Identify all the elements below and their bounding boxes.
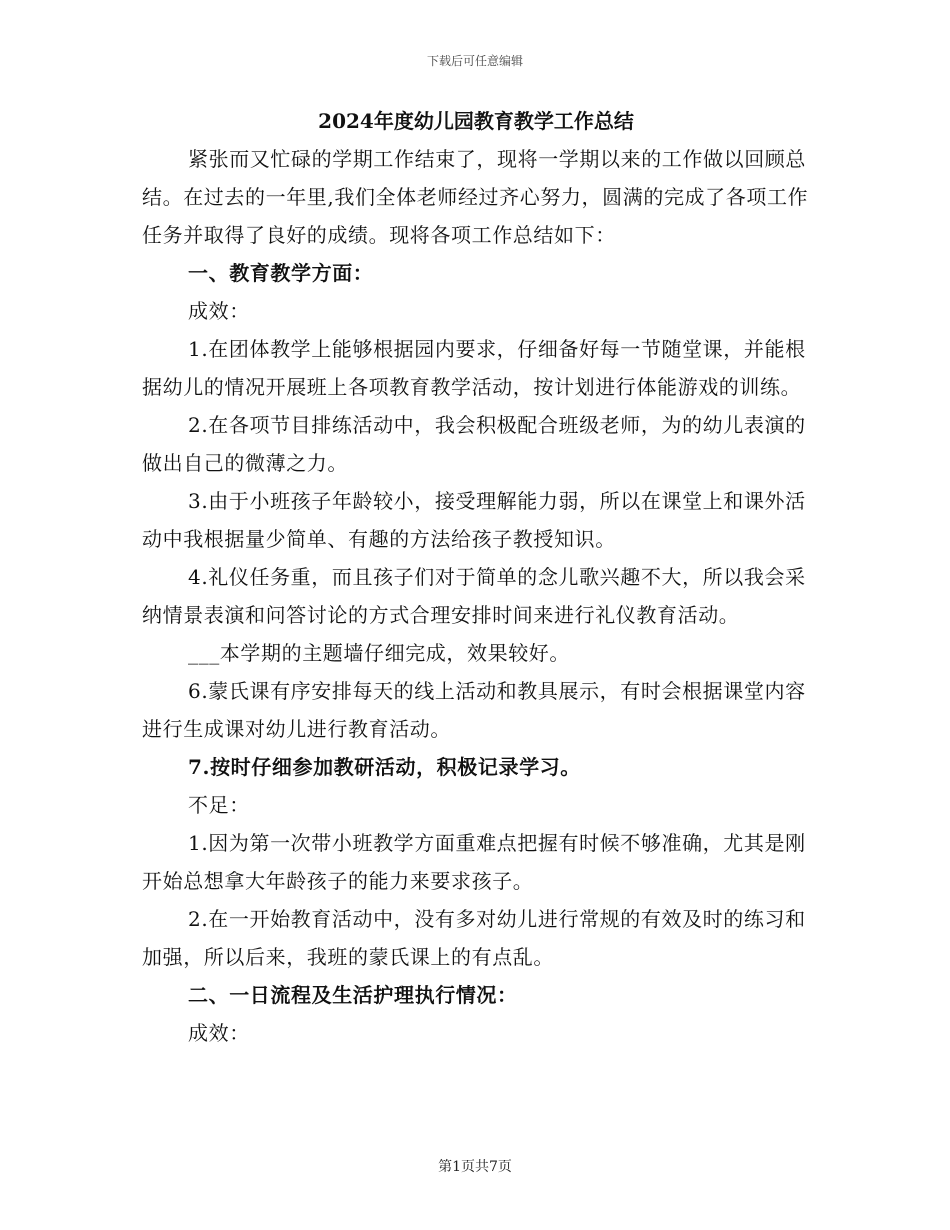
section-heading-1: 一、教育教学方面： [188, 261, 374, 285]
document-body [142, 106, 810, 1052]
subheading-results: 成效： [188, 1021, 250, 1045]
list-item: 1.因为第一次带小班教学方面重难点把握有时候不够准确，尤其是刚开始总想拿大年龄孩子的能力来要求孩子。 [142, 831, 806, 893]
list-item: 1.在团体教学上能够根据园内要求，仔细备好每一节随堂课，并能根据幼儿的情况开展班上各项教育教学活动，按计划进行体能游戏的训练。 [142, 337, 806, 399]
list-item: 3.由于小班孩子年龄较小，接受理解能力弱，所以在课堂上和课外活动中我根据量少简单、有趣的方法给孩子教授知识。 [142, 489, 806, 551]
list-item: ___本学期的主题墙仔细完成，效果较好。 [188, 641, 570, 665]
list-item: 2.在各项节目排练活动中，我会积极配合班级老师，为的幼儿表演的做出自己的微薄之力。 [142, 413, 806, 475]
list-item: 2.在一开始教育活动中，没有多对幼儿进行常规的有效及时的练习和加强，所以后来，我班的蒙氏课上的有点乱。 [142, 907, 806, 969]
page-header-note: 下载后可任意编辑 [426, 54, 523, 68]
page-number: 第1页共7页 [438, 1159, 512, 1175]
section-heading-2: 二、一日流程及生活护理执行情况： [188, 983, 518, 1007]
list-item: 6.蒙氏课有序安排每天的线上活动和教具展示，有时会根据课堂内容进行生成课对幼儿进行教育活动。 [142, 679, 806, 741]
list-item-bold: 7.按时仔细参加教研活动，积极记录学习。 [188, 755, 581, 779]
subheading-shortcomings: 不足： [188, 793, 250, 817]
list-item: 4.礼仪任务重，而且孩子们对于简单的念儿歌兴趣不大，所以我会采纳情景表演和问答讨论的方式合理安排时间来进行礼仪教育活动。 [142, 565, 806, 627]
intro-paragraph: 紧张而又忙碌的学期工作结束了，现将一学期以来的工作做以回顾总结。在过去的一年里,我们全体老师经过齐心努力，圆满的完成了各项工作任务并取得了良好的成绩。现将各项工作总结如下： [142, 147, 809, 247]
subheading-results: 成效： [188, 299, 250, 323]
document-title: 2024年度幼儿园教育教学工作总结 [318, 109, 634, 133]
